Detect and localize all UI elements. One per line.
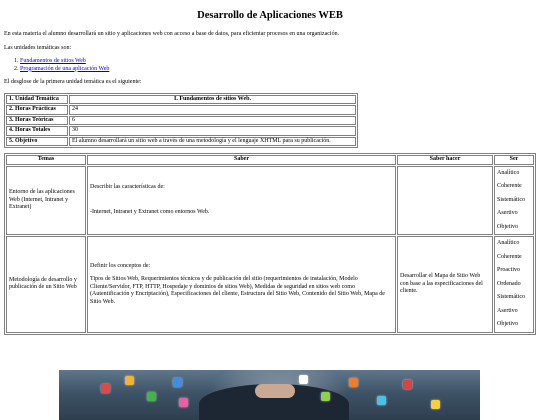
- breakdown-intro: El desglose de la primera unidad temática es el siguiente:: [4, 79, 142, 86]
- summary-label: 4. Horas Totales: [6, 126, 68, 136]
- table-row: [6, 105, 356, 115]
- unit-link-1[interactable]: Fundamentos de sitios Web: [20, 58, 86, 65]
- header-saber: Saber: [87, 155, 396, 165]
- hand-figure: [255, 384, 295, 398]
- saber-cell: [87, 166, 396, 236]
- header-saber-hacer: Saber hacer: [397, 155, 493, 165]
- ser-item: Coherente: [497, 253, 522, 260]
- app-icon: [299, 375, 308, 384]
- table-row: [6, 126, 356, 136]
- ser-cell: [494, 236, 534, 333]
- app-icon: [349, 378, 358, 387]
- ser-item: Analítico: [497, 169, 520, 176]
- unit-link-2[interactable]: Programación de una aplicación Web: [20, 65, 110, 72]
- page-content: [0, 9, 540, 335]
- saber-cell: [87, 236, 396, 333]
- summary-value: I. Fundamentos de sitios Web.: [69, 95, 356, 105]
- summary-value: 30: [69, 126, 356, 136]
- ser-item: Sistemático: [497, 294, 525, 301]
- table-row: [6, 236, 534, 333]
- ser-item: Ordenado: [497, 280, 521, 287]
- app-icon: [377, 396, 386, 405]
- summary-value: 24: [69, 105, 356, 115]
- ser-item: Proactivo: [497, 267, 520, 274]
- saber-line: Tipos de Sitios Web, Requerimientos técnicos y de publicación del sitio (requerimientos de instalación, Modelo Cliente/Servidor, FTP, HTTP, Hospedaje y dominios de sitios Web), Medidas de seguridad en sitios web como (Autentificación y Encriptación), Especificaciones del cliente, Estructura del Sitio Web, Contenido del Sitio Web, Mapa de Sitio Web.: [90, 276, 385, 305]
- saber-hacer-cell: [397, 166, 493, 236]
- competencies-table: [4, 153, 536, 335]
- table-header-row: [6, 155, 534, 165]
- unit-summary-table: [4, 93, 358, 149]
- header-ser: Ser: [494, 155, 534, 165]
- saber-line: -Internet, Intranet y Extranet como entornos Web.: [90, 209, 210, 216]
- saber-line: Definir los conceptos de:: [90, 262, 151, 269]
- ser-item: Analítico: [497, 240, 520, 247]
- intro-paragraph: En esta materia el alumno desarrollará un sitio y aplicaciones web con acceso a base de datos, para eficientar procesos en una organización.: [4, 31, 340, 38]
- units-list: [4, 58, 536, 73]
- summary-value: El alumno desarrollará un sitio web a través de una metodología y el lenguaje XHTML para su publicación.: [69, 137, 356, 147]
- app-icon: [125, 376, 134, 385]
- ser-item: Objetivo: [497, 321, 518, 328]
- list-item: [20, 58, 536, 66]
- ser-item: Asertivo: [497, 210, 518, 217]
- ser-item: Coherente: [497, 183, 522, 190]
- summary-label: 2. Horas Prácticas: [6, 105, 68, 115]
- app-icon: [321, 392, 330, 401]
- saber-line: Describir las características de:: [90, 183, 165, 190]
- web-apps-banner-image: [59, 370, 480, 420]
- tema-cell: Entorno de las aplicaciones Web (Internet, Intranet y Extranet): [6, 166, 86, 236]
- app-icon: [101, 384, 110, 393]
- app-icon: [403, 380, 412, 389]
- ser-item: Sistemático: [497, 196, 525, 203]
- ser-item: Asertivo: [497, 307, 518, 314]
- ser-item: Objetivo: [497, 223, 518, 230]
- header-temas: Temas: [6, 155, 86, 165]
- list-item: [20, 66, 536, 74]
- saber-hacer-cell: Desarrollar el Mapa de Sitio Web con base a las especificaciones del cliente.: [397, 236, 493, 333]
- ser-cell: [494, 166, 534, 236]
- summary-label: 5. Objetivo: [6, 137, 68, 147]
- table-row: [6, 95, 356, 105]
- summary-label: 1. Unidad Temática: [6, 95, 68, 105]
- units-intro: Las unidades temáticas son:: [4, 44, 72, 51]
- app-icon: [147, 392, 156, 401]
- app-icon: [173, 378, 182, 387]
- app-icon: [179, 398, 188, 407]
- table-row: [6, 137, 356, 147]
- tema-cell: Metodología de desarrollo y publicación de un Sitio Web: [6, 236, 86, 333]
- summary-value: 6: [69, 116, 356, 126]
- summary-label: 3. Horas Teóricas: [6, 116, 68, 126]
- table-row: [6, 166, 534, 236]
- page-title: Desarrollo de Aplicaciones WEB: [197, 10, 343, 21]
- table-row: [6, 116, 356, 126]
